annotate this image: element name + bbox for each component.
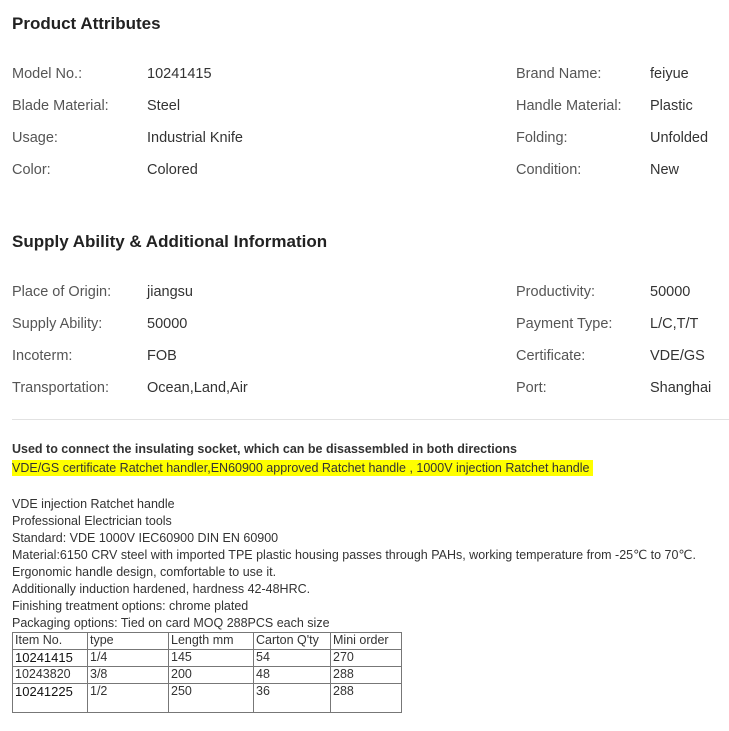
table-header-cell: type [88,633,169,650]
condition-label: Condition: [516,162,582,178]
supply-ability-title: Supply Ability & Additional Information [12,232,328,251]
description-line: Material:6150 CRV steel with imported TPE plastic housing passes through PAHs, working temperature from -25℃ to 70℃. [12,548,696,562]
description-highlight [12,460,593,477]
description-line: Ergonomic handle design, comfortable to use it. [12,565,277,579]
description-line: Professional Electrician tools [12,514,172,528]
handle-material-value: Plastic [650,98,693,114]
color-label: Color: [12,162,51,178]
description-headline: Used to connect the insulating socket, which can be disassembled in both directions [12,442,517,456]
table-cell: 10241415 [13,650,88,667]
highlight-text: VDE/GS certificate Ratchet handler,EN60900 approved Ratchet handle , 1000V injection Ratchet handle [12,460,593,476]
model-no-label: Model No.: [12,66,83,82]
description-line: Packaging options: Tied on card MOQ 288PCS each size [12,616,330,630]
table-cell: 270 [331,650,402,667]
supply-ability-label: Supply Ability: [12,316,103,332]
place-of-origin-value: jiangsu [147,284,193,300]
usage-label: Usage: [12,130,58,146]
table-header-cell: Length mm [169,633,254,650]
payment-type-value: L/C,T/T [650,316,699,332]
productivity-value: 50000 [650,284,691,300]
description-line: Standard: VDE 1000V IEC60900 DIN EN 60900 [12,531,279,545]
handle-material-label: Handle Material: [516,98,622,114]
product-attributes-title: Product Attributes [12,14,161,33]
productivity-label: Productivity: [516,284,595,300]
description-line: Additionally induction hardened, hardness 42-48HRC. [12,582,311,596]
description-line: Finishing treatment options: chrome plated [12,599,249,613]
brand-name-value: feiyue [650,66,689,82]
payment-type-label: Payment Type: [516,316,613,332]
place-of-origin-label: Place of Origin: [12,284,112,300]
port-label: Port: [516,380,547,396]
description-line: VDE injection Ratchet handle [12,497,175,511]
folding-label: Folding: [516,130,568,146]
section-divider [12,419,729,420]
certificate-label: Certificate: [516,348,586,364]
table-cell: 250 [169,684,254,713]
table-cell: 36 [254,684,331,713]
brand-name-label: Brand Name: [516,66,602,82]
table-cell: 54 [254,650,331,667]
table-header-row [13,633,402,650]
table-cell: 288 [331,667,402,684]
table-cell: 145 [169,650,254,667]
table-header-cell: Carton Q'ty [254,633,331,650]
model-no-value: 10241415 [147,66,212,82]
certificate-value: VDE/GS [650,348,705,364]
table-cell: 288 [331,684,402,713]
table-cell: 1/4 [88,650,169,667]
spec-table [12,632,402,713]
folding-value: Unfolded [650,130,709,146]
table-header-cell: Item No. [13,633,88,650]
table-header-cell: Mini order [331,633,402,650]
table-cell: 200 [169,667,254,684]
blade-material-value: Steel [147,98,181,114]
table-row [13,667,402,684]
incoterm-value: FOB [147,348,177,364]
supply-ability-value: 50000 [147,316,188,332]
table-row [13,684,402,713]
transportation-label: Transportation: [12,380,109,396]
transportation-value: Ocean,Land,Air [147,380,248,396]
table-row [13,650,402,667]
usage-value: Industrial Knife [147,130,243,146]
color-value: Colored [147,162,198,178]
table-cell: 3/8 [88,667,169,684]
table-cell: 48 [254,667,331,684]
port-value: Shanghai [650,380,712,396]
condition-value: New [650,162,680,178]
table-cell: 10243820 [13,667,88,684]
table-cell: 10241225 [13,684,88,713]
table-cell: 1/2 [88,684,169,713]
blade-material-label: Blade Material: [12,98,109,114]
incoterm-label: Incoterm: [12,348,73,364]
